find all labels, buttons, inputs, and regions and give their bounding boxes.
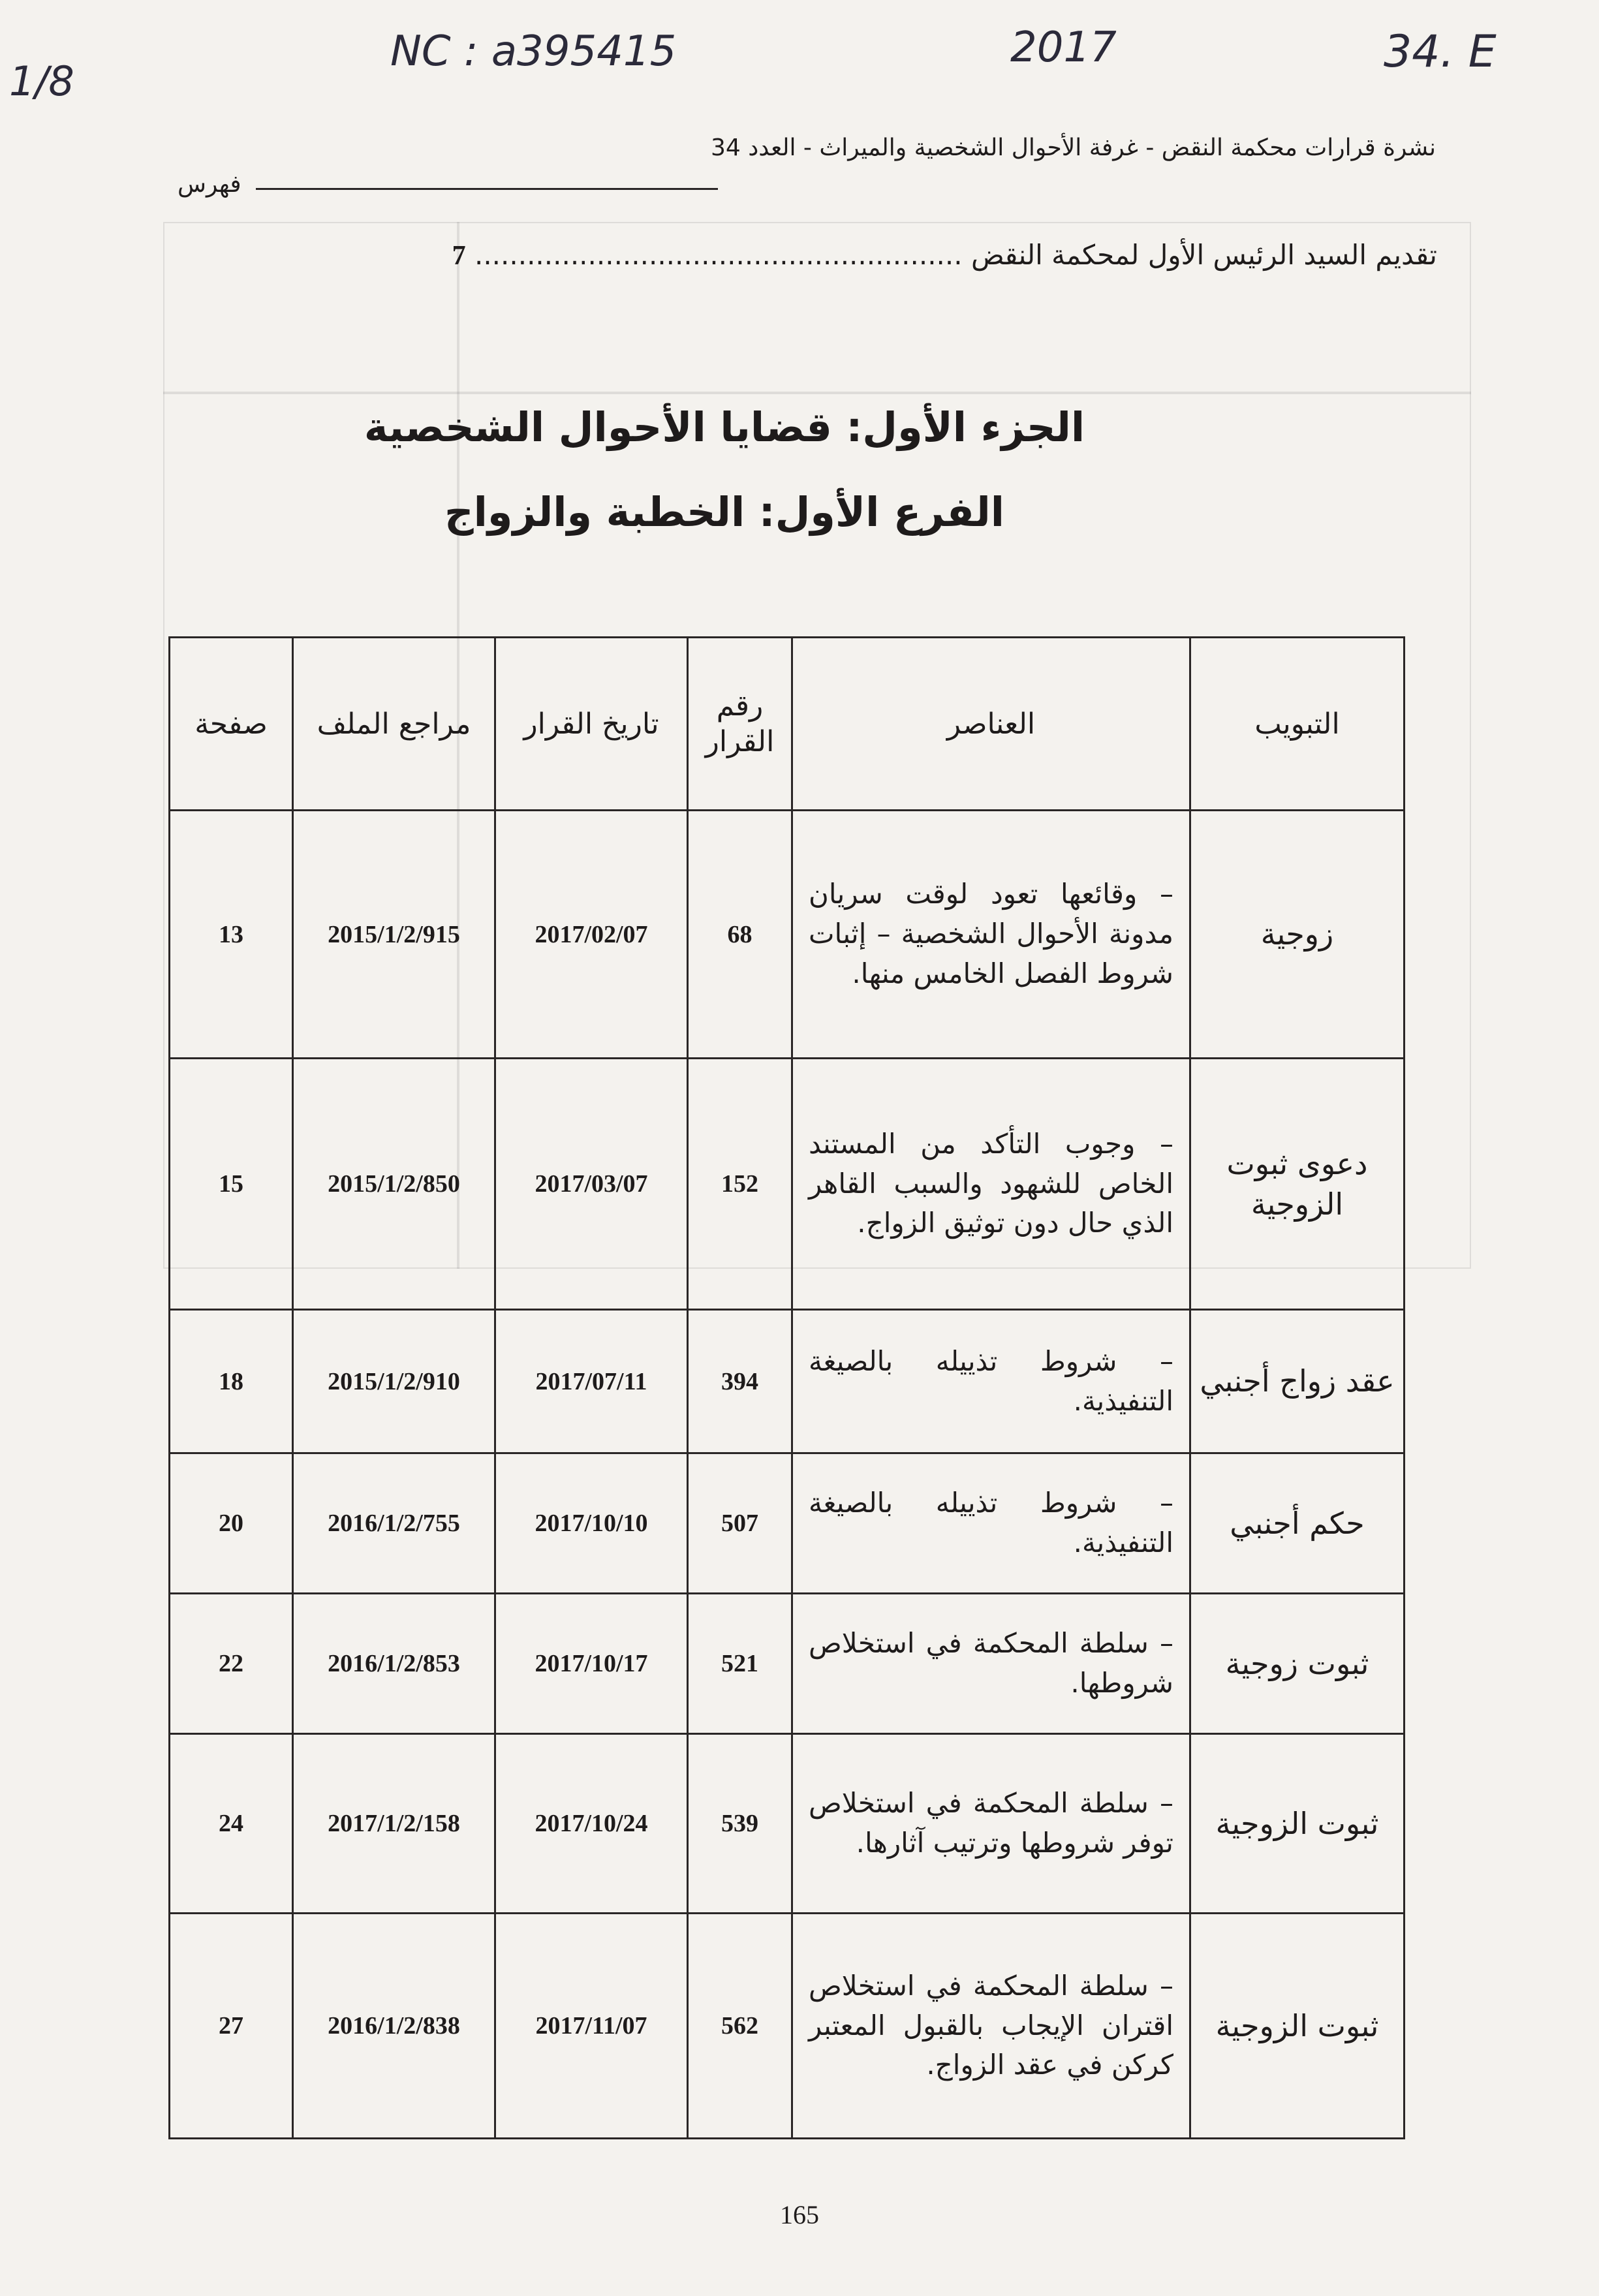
table-header-row [170, 638, 1405, 811]
cell-decision-number: 152 [688, 1059, 792, 1310]
cell-decision-date: 2017/02/07 [495, 811, 688, 1059]
page-number: 165 [780, 2200, 819, 2229]
cell-elements: – سلطة المحكمة في استخلاص توفر شروطها وترتيب آثارها. [792, 1734, 1190, 1914]
cell-decision-number: 539 [688, 1734, 792, 1914]
cell-page: 24 [170, 1734, 293, 1914]
cell-decision-date: 2017/10/10 [495, 1453, 688, 1594]
table-row [170, 1594, 1405, 1734]
header-section-label: فهرس [178, 171, 241, 198]
cell-page: 27 [170, 1914, 293, 2139]
header-page: صفحة [170, 638, 293, 811]
cell-file-reference: 2016/1/2/838 [293, 1914, 495, 2139]
intro-leader-dots: ........................................................ [474, 239, 963, 271]
cell-file-reference: 2015/1/2/915 [293, 811, 495, 1059]
handwritten-issue-mark: 34. E [1384, 26, 1497, 78]
header-decision-date: تاريخ القرار [495, 638, 688, 811]
table-row [170, 1059, 1405, 1310]
cell-file-reference: 2016/1/2/755 [293, 1453, 495, 1594]
handwritten-sheet-fraction: 1/8 [9, 57, 74, 105]
cell-decision-number: 68 [688, 811, 792, 1059]
intro-page: 7 [452, 241, 466, 271]
cell-file-reference: 2016/1/2/853 [293, 1594, 495, 1734]
cell-decision-date: 2017/11/07 [495, 1914, 688, 2139]
intro-title: تقديم السيد الرئيس الأول لمحكمة النقض [970, 239, 1437, 271]
cell-elements: – سلطة المحكمة في استخلاص شروطها. [792, 1594, 1190, 1734]
cell-decision-date: 2017/10/24 [495, 1734, 688, 1914]
cell-decision-date: 2017/07/11 [495, 1310, 688, 1453]
handwritten-year: 2017 [1010, 23, 1117, 72]
intro-entry [452, 239, 1437, 271]
cell-file-reference: 2015/1/2/850 [293, 1059, 495, 1310]
cell-classification: زوجية [1190, 811, 1405, 1059]
cell-file-reference: 2015/1/2/910 [293, 1310, 495, 1453]
cell-elements: – شروط تذييله بالصيغة التنفيذية. [792, 1310, 1190, 1453]
cell-decision-number: 394 [688, 1310, 792, 1453]
cell-elements: – شروط تذييله بالصيغة التنفيذية. [792, 1453, 1190, 1594]
cell-elements: – وقائعها تعود لوقت سريان مدونة الأحوال الشخصية – إثبات شروط الفصل الخامس منها. [792, 811, 1190, 1059]
cell-elements: – سلطة المحكمة في استخلاص اقتران الإيجاب بالقبول المعتبر كركن في عقد الزواج. [792, 1914, 1190, 2139]
cell-classification: حكم أجنبي [1190, 1453, 1405, 1594]
table-row [170, 1310, 1405, 1453]
cell-page: 15 [170, 1059, 293, 1310]
part-title: الجزء الأول: قضايا الأحوال الشخصية [364, 403, 1085, 451]
running-header: نشرة قرارات محكمة النقض - غرفة الأحوال الشخصية والميراث - العدد 34 [710, 134, 1436, 161]
bleed-through-grid-line [163, 392, 1471, 394]
table-row [170, 1453, 1405, 1594]
cell-decision-number: 562 [688, 1914, 792, 2139]
table-row [170, 811, 1405, 1059]
header-classification: التبويب [1190, 638, 1405, 811]
cell-decision-number: 507 [688, 1453, 792, 1594]
cell-elements: – وجوب التأكد من المستند الخاص للشهود والسبب القاهر الذي حال دون توثيق الزواج. [792, 1059, 1190, 1310]
header-elements: العناصر [792, 638, 1190, 811]
cell-decision-date: 2017/10/17 [495, 1594, 688, 1734]
branch-title: الفرع الأول: الخطبة والزواج [444, 488, 1004, 536]
cell-classification: دعوى ثبوت الزوجية [1190, 1059, 1405, 1310]
table-row [170, 1914, 1405, 2139]
index-table [168, 636, 1405, 2139]
cell-decision-number: 521 [688, 1594, 792, 1734]
cell-classification: ثبوت زوجية [1190, 1594, 1405, 1734]
cell-page: 22 [170, 1594, 293, 1734]
cell-page: 13 [170, 811, 293, 1059]
cell-classification: عقد زواج أجنبي [1190, 1310, 1405, 1453]
cell-page: 18 [170, 1310, 293, 1453]
header-file-reference: مراجع الملف [293, 638, 495, 811]
cell-decision-date: 2017/03/07 [495, 1059, 688, 1310]
header-rule [256, 188, 718, 190]
cell-file-reference: 2017/1/2/158 [293, 1734, 495, 1914]
cell-classification: ثبوت الزوجية [1190, 1734, 1405, 1914]
handwritten-nc-number: NC : a395415 [390, 27, 677, 76]
cell-page: 20 [170, 1453, 293, 1594]
header-decision-number: رقم القرار [688, 638, 792, 811]
table-row [170, 1734, 1405, 1914]
cell-classification: ثبوت الزوجية [1190, 1914, 1405, 2139]
